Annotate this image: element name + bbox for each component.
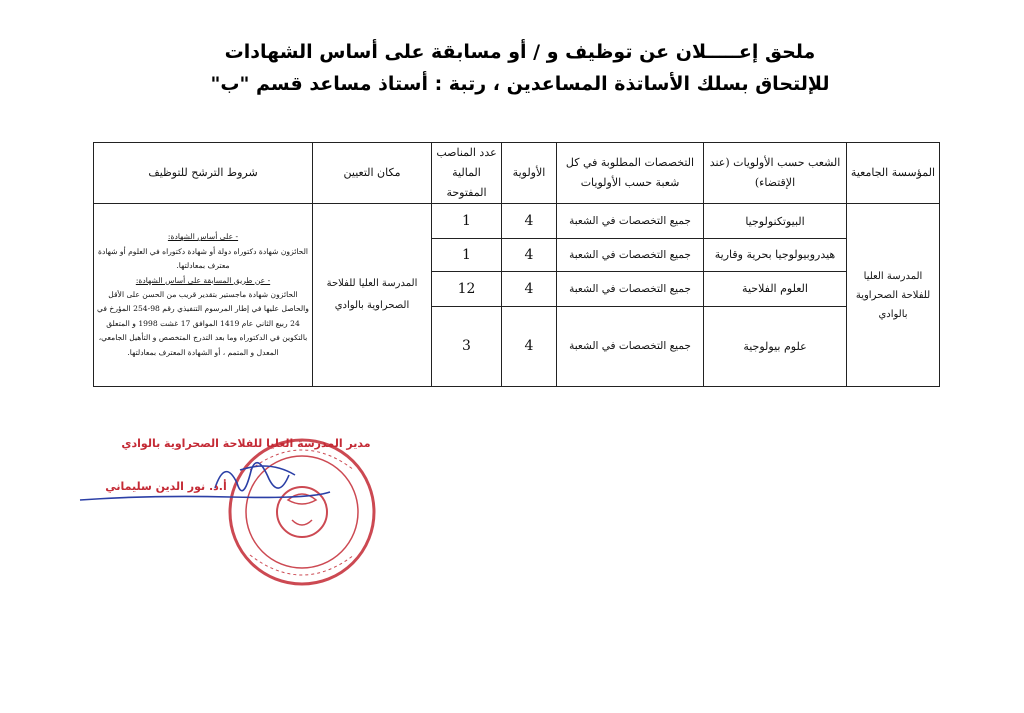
conditions-text-2: الحائزون شهادة ماجستير بتقدير قريب من الحسن على الأقل والحاصل عليها في إطار المرسوم التنفيذي رقم 98-254 المؤرخ في 24 ربيع الثاني عام 1419 الموافق 17 غشت 1998 و المتعلق بالتكوين في الدكتوراه وما بعد التدرج المتخصص و التأهيل الجامعي، المعدل و المتمم ، أو الشهادة المعترف بمعادلتها. [97,289,309,357]
institution-cell: المدرسة العليا للفلاحة الصحراوية بالوادي [847,204,940,387]
specialty-cell: جميع التخصصات في الشعبة [557,306,704,386]
conditions-heading-2: - عن طريق المسابقة على أساس الشهادة: [135,275,271,285]
header-place: مكان التعيين [313,143,432,204]
signatory-name: أ.د. نور الدين سليماني [105,480,227,493]
priority-cell: 4 [502,239,557,271]
posts-cell: 12 [432,271,502,306]
document-title-line2: للإلتحاق بسلك الأساتذة المساعدين ، رتبة : أستاذ مساعد قسم "ب" [210,73,830,95]
priority-cell: 4 [502,306,557,386]
branch-cell: البيوتكنولوجيا [704,204,847,239]
document-title-line1: ملحق إعـــــلان عن توظيف و / أو مسابقة على أساس الشهادات [224,41,816,63]
header-posts: عدد المناصب المالية المفتوحة [432,143,502,204]
header-priority: الأولوية [502,143,557,204]
signature-title: مدير المدرسة العليا للفلاحة الصحراوية بالوادي [121,437,371,450]
specialty-cell: جميع التخصصات في الشعبة [557,239,704,271]
posts-cell: 1 [432,204,502,239]
conditions-text-1: الحائزون شهادة دكتوراه دولة أو شهادة دكتوراه في العلوم أو شهادة معترف بمعادلتها. [97,246,309,271]
specialty-cell: جميع التخصصات في الشعبة [557,204,704,239]
place-cell: المدرسة العليا للفلاحة الصحراوية بالوادي [313,204,432,387]
header-institution: المؤسسة الجامعية [847,143,940,204]
branch-cell: علوم بيولوجية [704,306,847,386]
branch-cell: العلوم الفلاحية [704,271,847,306]
posts-cell: 1 [432,239,502,271]
branch-cell: هيدروبيولوجيا بحرية وقارية [704,239,847,271]
conditions-heading-1: - على أساس الشهادة: [167,232,239,242]
priority-cell: 4 [502,271,557,306]
priority-cell: 4 [502,204,557,239]
header-conditions: شروط الترشح للتوظيف [94,143,313,204]
header-specialties: التخصصات المطلوبة في كل شعبة حسب الأولويات [557,143,704,204]
posts-cell: 3 [432,306,502,386]
specialty-cell: جميع التخصصات في الشعبة [557,271,704,306]
official-seal-icon [230,440,374,584]
header-branches: الشعب حسب الأولويات (عند الإقتضاء) [704,143,847,204]
